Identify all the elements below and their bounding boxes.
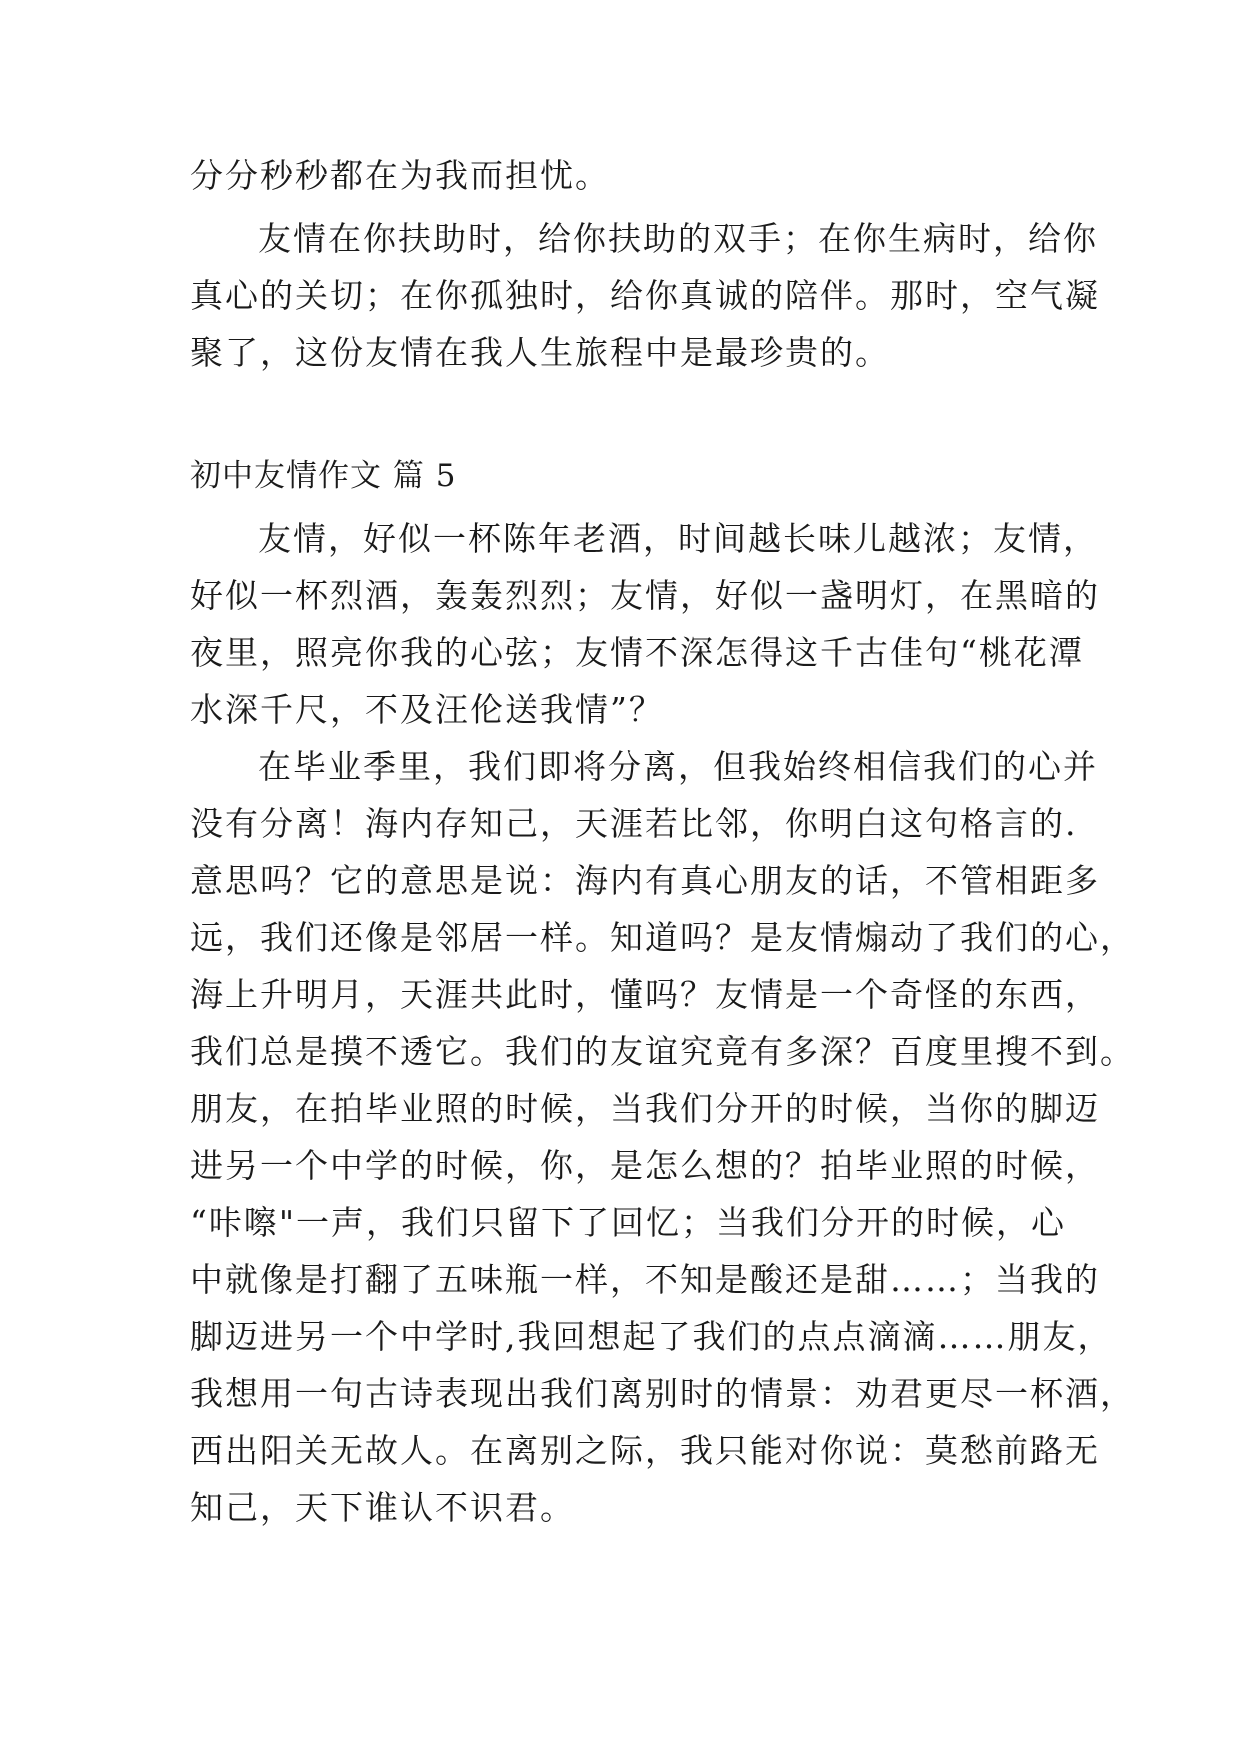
text-line: 在毕业季里，我们即将分离，但我始终相信我们的心并 <box>258 747 1098 786</box>
text-line: 好似一杯烈酒，轰轰烈烈；友情，好似一盏明灯，在黑暗的 <box>190 576 1100 615</box>
text-line: 西出阳关无故人。在离别之际，我只能对你说：莫愁前路无 <box>190 1431 1100 1470</box>
text-line: 友情在你扶助时，给你扶助的双手；在你生病时，给你 <box>258 219 1098 258</box>
text-line: 意思吗？它的意思是说：海内有真心朋友的话，不管相距多 <box>190 861 1100 900</box>
text-line: 真心的关切；在你孤独时，给你真诚的陪伴。那时，空气凝 <box>190 276 1100 315</box>
paragraph-wine <box>190 510 1100 738</box>
paragraph-friendship-help <box>190 210 1100 381</box>
text-line: 水深千尺，不及汪伦送我情”？ <box>190 690 664 729</box>
text-line: 知己，天下谁认不识君。 <box>190 1488 575 1527</box>
paragraph-graduation <box>190 738 1135 1536</box>
text-line: 朋友，在拍毕业照的时候，当我们分开的时候，当你的脚迈 <box>190 1089 1100 1128</box>
text-line: 中就像是打翻了五味瓶一样，不知是酸还是甜……；当我的 <box>190 1260 1100 1299</box>
text-line: “咔嚓"一声，我们只留下了回忆；当我们分开的时候，心 <box>190 1203 1067 1242</box>
text-line: 我想用一句古诗表现出我们离别时的情景：劝君更尽一杯酒， <box>190 1374 1135 1413</box>
text-line: 脚迈进另一个中学时,我回想起了我们的点点滴滴……朋友， <box>190 1317 1113 1356</box>
text-line: 分分秒秒都在为我而担忧。 <box>190 156 610 195</box>
text-line: 海上升明月，天涯共此时，懂吗？友情是一个奇怪的东西， <box>190 975 1100 1014</box>
text-line: 聚了，这份友情在我人生旅程中是最珍贵的。 <box>190 333 890 372</box>
text-line: 夜里，照亮你我的心弦；友情不深怎得这千古佳句“桃花潭 <box>190 633 1084 672</box>
text-line: 进另一个中学的时候，你，是怎么想的？拍毕业照的时候， <box>190 1146 1100 1185</box>
text-line: 远，我们还像是邻居一样。知道吗？是友情煽动了我们的心， <box>190 918 1135 957</box>
paragraph-continued <box>190 147 1070 204</box>
text-line: 我们总是摸不透它。我们的友谊究竟有多深？百度里搜不到。 <box>190 1032 1135 1071</box>
text-line: 没有分离！海内存知己，天涯若比邻，你明白这句格言的. <box>190 804 1078 843</box>
text-line: 友情，好似一杯陈年老酒，时间越长味儿越浓；友情， <box>258 519 1098 558</box>
section-heading: 初中友情作文 篇 5 <box>190 458 457 494</box>
